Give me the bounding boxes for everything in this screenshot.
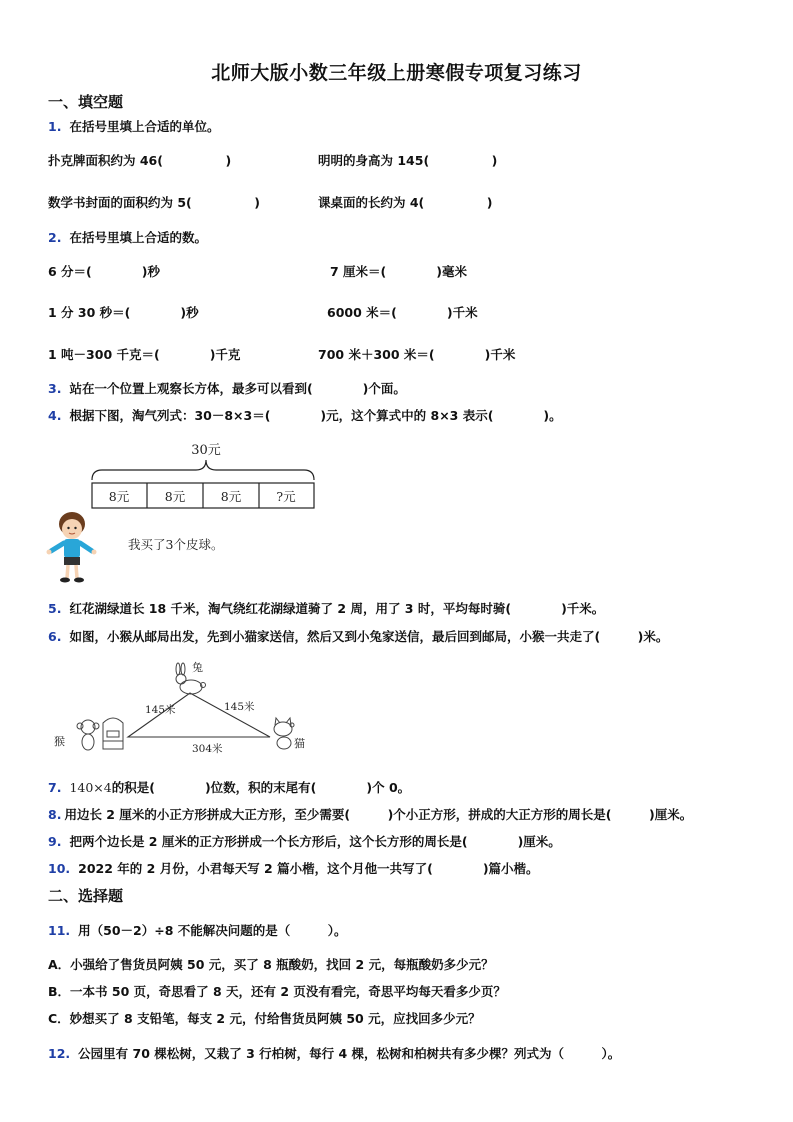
question-8 [48, 805, 692, 823]
monkey-label: 猴 [54, 735, 65, 748]
question-number: 2. [48, 230, 62, 245]
q1-item-1: 扑克牌面积约为 46( ) [48, 153, 232, 168]
question-number: 10. [48, 861, 71, 876]
q1-item-2: 明明的身高为 145( ) [318, 153, 498, 168]
q11-option-a: A．小强给了售货员阿姨 50 元，买了 8 瓶酸奶，找回 2 元，每瓶酸奶多少元？ [48, 957, 494, 972]
q2-item-2: 7 厘米＝( )毫米 [330, 264, 467, 279]
q2-item-5: 1 吨－300 千克＝( )千克 [48, 347, 241, 362]
question-5 [48, 599, 604, 617]
section-multiple-choice: 二、选择题 [48, 887, 124, 905]
q11-option-c: C．妙想买了 8 支铅笔，每支 2 元，付给售货员阿姨 50 元，应找回多少元？ [48, 1011, 481, 1026]
question-number: 1. [48, 119, 62, 134]
q6-figure [48, 657, 318, 759]
question-text: 用边长 2 厘米的小正方形拼成大正方形，至少需要( )个小正方形，拼成的大正方形的周长是( )厘米。 [64, 807, 693, 822]
q2-item-1: 6 分＝( )秒 [48, 264, 160, 279]
page-title: 北师大版小数三年级上册寒假专项复习练习 [211, 62, 582, 84]
base-distance-label: 304米 [192, 743, 223, 755]
question-number: 12. [48, 1046, 71, 1061]
question-12 [48, 1044, 620, 1062]
brace [92, 460, 314, 480]
cell-label-4: ?元 [276, 489, 296, 504]
cat-label: 猫 [294, 737, 305, 750]
q1-item-3: 数学书封面的面积约为 5( ) [48, 195, 260, 210]
cell-label-1: 8元 [108, 489, 130, 504]
question-text: 公园里有 70 棵松树，又栽了 3 行柏树，每行 4 棵，松树和柏树共有多少棵？列式为（ ）。 [78, 1046, 621, 1061]
question-text: 2022 年的 2 月份，小君每天写 2 篇小楷，这个月他一共写了( )篇小楷。 [78, 861, 539, 876]
question-4 [48, 406, 562, 424]
q11-option-b: B．一本书 50 页，奇思看了 8 天，还有 2 页没有看完，奇思平均每天看多少页？ [48, 984, 506, 999]
cat-icon [274, 718, 294, 749]
question-3 [48, 379, 406, 397]
cell-label-2: 8元 [164, 489, 186, 504]
question-11 [48, 921, 347, 939]
math-expression: 140×4 [69, 780, 112, 795]
question-text: 用（50－2）÷8 不能解决问题的是（ ）。 [78, 923, 347, 938]
question-text: 如图，小猴从邮局出发，先到小猫家送信，然后又到小兔家送信，最后回到邮局，小猴一共走了( )米。 [69, 629, 669, 644]
rabbit-label: 兔 [192, 661, 203, 674]
total-label: 30元 [191, 443, 221, 458]
q1-item-4: 课桌面的长约为 4( ) [318, 195, 493, 210]
question-number: 11. [48, 923, 71, 938]
question-number: 6. [48, 629, 62, 644]
question-text: 根据下图，淘气列式：30－8×3＝( )元，这个算式中的 8×3 表示( )。 [69, 408, 562, 423]
monkey-icon [77, 720, 99, 750]
question-7 [48, 778, 410, 796]
question-text: 在括号里填上合适的单位。 [69, 119, 220, 134]
q4-figure [40, 436, 340, 588]
question-text: 红花湖绿道长 18 千米，淘气绕红花湖绿道骑了 2 周，用了 3 时，平均每时骑( )千米。 [69, 601, 605, 616]
post-office-icon [103, 718, 123, 749]
cell-label-3: 8元 [220, 489, 242, 504]
question-text: 站在一个位置上观察长方体，最多可以看到( )个面。 [69, 381, 406, 396]
q2-item-6: 700 米＋300 米＝( )千米 [318, 347, 516, 362]
question-10 [48, 859, 539, 877]
q2-item-4: 6000 米＝( )千米 [327, 305, 478, 320]
question-number: 8. [48, 807, 62, 822]
question-9 [48, 832, 561, 850]
boy-illustration [47, 512, 97, 583]
question-1 [48, 117, 219, 135]
question-number: 3. [48, 381, 62, 396]
question-number: 9. [48, 834, 62, 849]
question-text: 的积是( )位数，积的末尾有( )个 0。 [111, 780, 411, 795]
q2-item-3: 1 分 30 秒＝( )秒 [48, 305, 199, 320]
left-distance-label: 145米 [145, 704, 176, 716]
question-6 [48, 627, 668, 645]
question-text: 把两个边长是 2 厘米的正方形拼成一个长方形后，这个长方形的周长是( )厘米。 [69, 834, 561, 849]
question-number: 4. [48, 408, 62, 423]
question-2 [48, 228, 207, 246]
question-text: 在括号里填上合适的数。 [69, 230, 207, 245]
speech-text: 我买了3个皮球。 [128, 537, 224, 552]
right-distance-label: 145米 [224, 701, 255, 713]
section-fill-blank: 一、填空题 [48, 93, 124, 111]
question-number: 7. [48, 780, 62, 795]
question-number: 5. [48, 601, 62, 616]
